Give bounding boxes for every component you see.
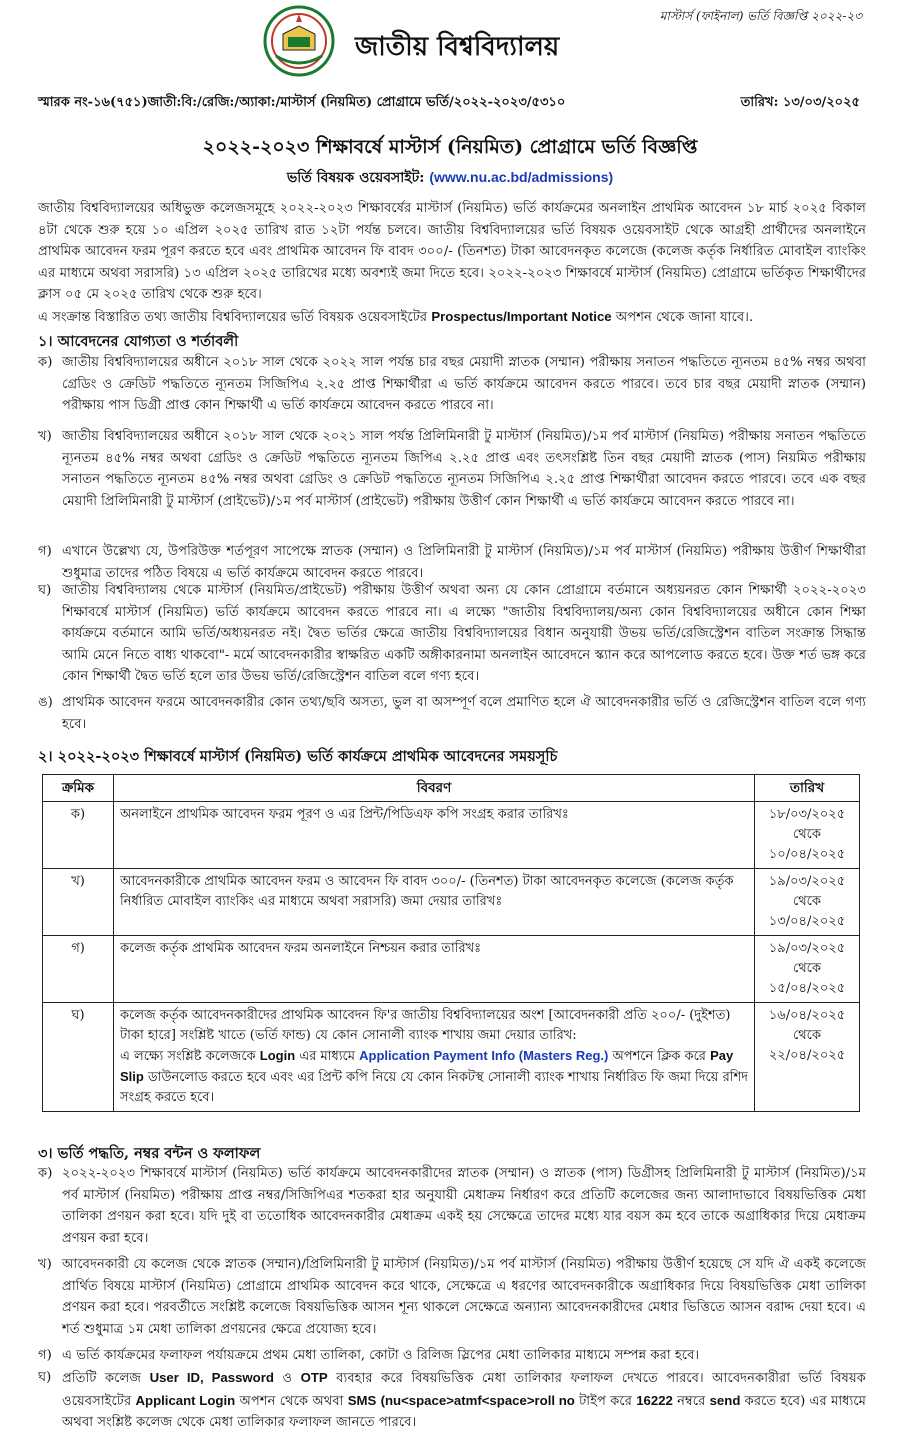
eligibility-item <box>38 580 866 688</box>
section3-heading: ৩। ভর্তি পদ্ধতি, নম্বর বন্টন ও ফলাফল <box>38 1145 261 1162</box>
serial-cell: ক) <box>43 802 114 869</box>
date-from: ১৯/০৩/২০২৫ <box>768 941 846 956</box>
item-label: গ) <box>38 1348 52 1363</box>
item-text: জাতীয় বিশ্ববিদ্যালয় থেকে মাস্টার্স (নিয়মিত/প্রাইভেট) পরীক্ষায় উত্তীর্ণ অথবা অন্য যে কোন প্রোগ্রামে বর্তমানে অধ্যয়নরত কোন শিক্ষার্থী ২০২২-২০২৩ শিক্ষাবর্ষে মাস্টার্স (নিয়মিত) ভর্তি কার্যক্রমে আবেদন করতে পারবে না। এ লক্ষ্যে "জাতীয় বিশ্ববিদ্যালয়/অন্য কোন বিশ্ববিদ্যালয়ের অধীনে কোন শিক্ষা কার্যক্রমে বর্তমানে আমি ভর্তি/অধ্যয়নরত নই। দ্বৈত ভর্তির ক্ষেত্রে জাতীয় বিশ্ববিদ্যালয়ের বিধান অনুযায়ী উভয় ভর্তি/রেজিস্ট্রেশন বাতিল সংক্রান্ত সিদ্ধান্ত আমি মেনে নিতে বাধ্য থাকবো"- মর্মে আবেদনকারীর স্বাক্ষরিত একটি অঙ্গীকারনামা অনলাইন আবেদনে স্ক্যান করে আপলোড করতে হবে। উক্ত শর্ত ভঙ্গ করে কোন শিক্ষার্থী দ্বৈত ভর্তি হলে তার উভয় ভর্তি/রেজিস্ট্রেশন বাতিল বলে গণ্য হবে। <box>62 583 866 684</box>
text-fragment: ব্যবহার করে বিষয়ভিত্তিক মেধা তালিকার ফলাফল দেখতে পারবে। আবেদনকারীরা ভর্তি বিষয়ক ওয়েবসাইটের <box>62 1371 866 1409</box>
intro-p2-prefix: এ সংক্রান্ত বিস্তারিত তথ্য জাতীয় বিশ্ববিদ্যালয়ের ভর্তি বিষয়ক ওয়েবসাইটের <box>38 310 428 325</box>
description-cell: অনলাইনে প্রাথমিক আবেদন ফরম পূরণ ও এর প্রিন্ট/পিডিএফ কপি সংগ্রহ করার তারিখঃ <box>114 802 755 869</box>
memo-number: স্মারক নং-১৬(৭৫১)জাতী:বি:/রেজি:/অ্যাকা:/মাস্টার্স (নিয়মিত) প্রোগ্রামে ভর্তি/২০২২-২০২৩/৫৩১০ <box>38 95 566 110</box>
instruction-text: এর মাধ্যমে <box>299 1049 355 1064</box>
intro-p2-suffix: অপশন থেকে জানা যাবে।. <box>615 310 754 325</box>
item-label: ক) <box>38 1166 53 1181</box>
column-header: তারিখ <box>755 775 860 802</box>
date-mid: থেকে <box>792 1028 821 1043</box>
text-fragment: করতে হবে) এর মাধ্যমে অথবা সংশ্লিষ্ট কলেজ থেকে মেধা তালিকার ফলাফল জানতে পারবে। <box>62 1393 866 1430</box>
serial-cell: গ) <box>43 936 114 1003</box>
date-to: ১৫/০৪/২০২৫ <box>768 981 846 996</box>
item-text: ২০২২-২০২৩ শিক্ষাবর্ষে মাস্টার্স (নিয়মিত) ভর্তি কার্যক্রমে আবেদনকারীদের স্নাতক (সম্মান) ও স্নাতক (পাস) ডিগ্রীসহ প্রিলিমিনারী টু মাস্টার্স (নিয়মিত)/১ম পর্ব মাস্টার্স (নিয়মিত) পরীক্ষায় প্রাপ্ত নম্বর/সিজিপিএর শতকরা হার অনুযায়ী মেধাক্রম নির্ধারণ করে প্রতিটি কলেজের জন্য আলাদাভাবে বিষয়ভিত্তিক মেধা তালিকা প্রণয়ন করা হবে। যদি দুই বা ততোধিক আবেদনকারীর মেধাক্রম একই হয় সেক্ষেত্রে তাদের মধ্যে যার বয়স কম হবে তাকে অগ্রাধিকার দিয়ে মেধাক্রম প্রণয়ন করা হবে। <box>62 1166 866 1246</box>
intro-paragraph: জাতীয় বিশ্ববিদ্যালয়ের অধিভুক্ত কলেজসমূহে ২০২২-২০২৩ শিক্ষাবর্ষের মাস্টার্স (নিয়মিত) ভর্তি কার্যক্রমের অনলাইন প্রাথমিক আবেদন ১৮ মার্চ ২০২৫ বিকাল ৪টা থেকে শুরু হয়ে ১০ এপ্রিল ২০২৫ তারিখ রাত ১২টা পর্যন্ত চলবে। জাতীয় বিশ্ববিদ্যালয়ের ভর্তি বিষয়ক ওয়েবসাইট থেকে আগ্রহী প্রার্থীদের অনলাইনে প্রাথমিক আবেদন ফরম পূরণ করতে হবে এবং প্রাথমিক আবেদন ফি বাবদ ৩০০/- (তিনশত) টাকা আবেদনকৃত কলেজে (কলেজ কর্তৃক নির্ধারিত মোবাইল ব্যাংকিং এর মাধ্যমে অথবা সরাসরি) ১৩ এপ্রিল ২০২৫ তারিখের মধ্যে অবশ্যই জমা দিতে হবে। ২০২২-২০২৩ শিক্ষাবর্ষে মাস্টার্স (নিয়মিত) প্রোগ্রামে ভর্তিকৃত শিক্ষার্থীদের ক্লাস ০৫ মে ২০২৫ তারিখ থেকে শুরু হবে। <box>38 201 866 302</box>
item-label: ঘ) <box>38 1370 52 1385</box>
item-label: ক) <box>38 355 53 370</box>
date-from: ১৬/০৪/২০২৫ <box>768 1008 846 1023</box>
description-text: কলেজ কর্তৃক আবেদনকারীদের প্রাথমিক আবেদন ফি'র জাতীয় বিশ্ববিদ্যালয়ের অংশ [আবেদনকারী প্রতি ২০০/- (দুইশত) টাকা হারে] সংশ্লিষ্ট খাতে (ভর্তি ফান্ড) যে কোন সোনালী ব্যাংক শাখায় জমা দেয়ার তারিখ: <box>120 1008 731 1043</box>
prospectus-option: Prospectus/Important Notice <box>431 309 612 324</box>
item-text: জাতীয় বিশ্ববিদ্যালয়ের অধীনে ২০১৮ সাল থেকে ২০২২ সাল পর্যন্ত চার বছর মেয়াদী স্নাতক (সম্মান) পরীক্ষায় সনাতন পদ্ধতিতে ন্যূনতম ৪৫% নম্বর অথবা গ্রেডিং ও ক্রেডিট পদ্ধতিতে ন্যূনতম সিজিপিএ ২.২৫ প্রাপ্ত শিক্ষার্থীরা এ ভর্তি কার্যক্রমে আবেদন করতে পারবে। তবে চার বছর মেয়াদী স্নাতক (সম্মান) পরীক্ষায় পাস ডিগ্রী প্রাপ্ত কোন শিক্ষার্থী এ ভর্তি কার্যক্রমে আবেদন করতে পারবে না। <box>62 355 866 413</box>
item-text: এখানে উল্লেখ্য যে, উপরিউক্ত শর্তপূরণ সাপেক্ষে স্নাতক (সম্মান) ও প্রিলিমিনারী টু মাস্টার্স (নিয়মিত)/১ম পর্ব মাস্টার্স (নিয়মিত) পরীক্ষায় উত্তীর্ণ শিক্ষার্থীরা শুধুমাত্র তাদের পঠিত বিষয়ে এ ভর্তি কার্যক্রমে আবেদন করতে পারবে। <box>62 544 866 581</box>
method-item <box>38 1163 866 1249</box>
date-from: ১৮/০৩/২০২৫ <box>768 807 846 822</box>
serial-cell: খ) <box>43 869 114 936</box>
eligibility-item <box>38 352 866 417</box>
item-text <box>62 1367 866 1434</box>
text-fragment: ও <box>282 1371 293 1386</box>
section2-heading: ২। ২০২২-২০২৩ শিক্ষাবর্ষে মাস্টার্স (নিয়মিত) ভর্তি কার্যক্রমে প্রাথমিক আবেদনের সময়সূচি <box>38 748 558 765</box>
date-mid: থেকে <box>792 894 821 909</box>
item-label: ঘ) <box>38 583 52 598</box>
notice-date: তারিখ: ১৩/০৩/২০২৫ <box>740 95 860 110</box>
item-text: আবেদনকারী যে কলেজ থেকে স্নাতক (সম্মান)/প্রিলিমিনারী টু মাস্টার্স (নিয়মিত)/১ম পর্ব মাস্টার্স (নিয়মিত) পরীক্ষায় উত্তীর্ণ হয়েছে সে যদি ঐ একই কলেজে প্রার্থিত বিষয়ে মাস্টার্স (নিয়মিত) প্রোগ্রামে প্রাথমিক আবেদন করে থাকে, সেক্ষেত্রে এ ধরণের আবেদনকারীকে অগ্রাধিকার দিয়ে বিষয়ভিত্তিক মেধা তালিকা প্রণয়ন করা হবে। পরবর্তীতে সংশ্লিষ্ট কলেজে বিষয়ভিত্তিক আসন শূন্য থাকলে সেক্ষেত্রে অন্যান্য আবেদনকারীদের মেধার ভিত্তিতে আসন বরাদ্দ দেয়া হবে। এ শর্ত শুধুমাত্র ১ম মেধা তালিকা প্রণয়নের ক্ষেত্রে প্রযোজ্য হবে। <box>62 1257 866 1337</box>
website-link[interactable]: (www.nu.ac.bd/admissions) <box>429 169 614 185</box>
date-to: ২২/০৪/২০২৫ <box>768 1048 846 1063</box>
text-fragment: নম্বরে <box>677 1393 706 1409</box>
university-logo-icon <box>256 4 342 78</box>
table-row <box>43 869 860 936</box>
description-cell: আবেদনকারীকে প্রাথমিক আবেদন ফরম ও আবেদন ফি বাবদ ৩০০/- (তিনশত) টাকা আবেদনকৃত কলেজে (কলেজ কর্তৃক নির্ধারিত মোবাইল ব্যাংকিং এর মাধ্যমে অথবা সরাসরি) জমা দেয়ার তারিখঃ <box>114 869 755 936</box>
instruction-text: অপশনে ক্লিক করে <box>612 1049 706 1064</box>
item-label: ঙ) <box>38 695 53 710</box>
eligibility-item <box>38 692 866 735</box>
serial-cell: ঘ) <box>43 1003 114 1112</box>
item-text: জাতীয় বিশ্ববিদ্যালয়ের অধীনে ২০১৮ সাল থেকে ২০২১ সাল পর্যন্ত প্রিলিমিনারী টু মাস্টার্স (নিয়মিত)/১ম পর্ব মাস্টার্স (নিয়মিত) পরীক্ষায় সনাতন পদ্ধতিতে ন্যূনতম ৪৫% নম্বর অথবা গ্রেডিং ও ক্রেডিট পদ্ধতিতে ন্যূনতম জিপিএ ২.২৫ প্রাপ্ত এবং তৎসংশ্লিষ্ট তিন বছর মেয়াদী স্নাতক (পাস) নিয়মিত পরীক্ষায় সনাতন পদ্ধতিতে ন্যূনতম ৪৫% নম্বর অথবা গ্রেডিং ও ক্রেডিট পদ্ধতিতে ন্যূনতম সিজিপিএ ২.২৫ প্রাপ্ত শিক্ষার্থীরা আবেদন করতে পারবে। তবে এক বছর মেয়াদী প্রিলিমিনারী টু মাস্টার্স (প্রাইভেট)/১ম পর্ব মাস্টার্স (প্রাইভেট) পরীক্ষায় উত্তীর্ণ কোন শিক্ষার্থী এ ভর্তি কার্যক্রমে আবেদন করতে পারবে না। <box>62 429 866 509</box>
payment-info-option: Application Payment Info (Masters Reg.) <box>359 1048 609 1063</box>
date-to: ১০/০৪/২০২৫ <box>768 847 846 862</box>
notice-headline: ২০২২-২০২৩ শিক্ষাবর্ষে মাস্টার্স (নিয়মিত) প্রোগ্রামে ভর্তি বিজ্ঞপ্তি <box>202 136 698 158</box>
method-item <box>38 1345 866 1367</box>
table-row <box>43 936 860 1003</box>
sms-format: (nu<space>atmf<space>roll no <box>380 1392 575 1408</box>
eligibility-item <box>38 541 866 584</box>
description-cell <box>114 1003 755 1112</box>
date-cell <box>755 1003 860 1112</box>
intro-paragraph-2 <box>38 306 866 329</box>
admission-website <box>0 166 900 190</box>
item-label: গ) <box>38 544 52 559</box>
date-cell <box>755 869 860 936</box>
table-header-row <box>43 775 860 802</box>
description-cell: কলেজ কর্তৃক প্রাথমিক আবেদন ফরম অনলাইনে নিশ্চয়ন করার তারিখঃ <box>114 936 755 1003</box>
section1-heading: ১। আবেদনের যোগ্যতা ও শর্তাবলী <box>38 333 239 350</box>
date-mid: থেকে <box>792 827 821 842</box>
date-to: ১৩/০৪/২০২৫ <box>768 914 846 929</box>
login-option: Login <box>259 1048 296 1063</box>
schedule-table <box>42 774 860 1112</box>
sms-text: SMS <box>347 1392 377 1408</box>
sms-number: 16222 <box>636 1392 673 1408</box>
website-label: ভর্তি বিষয়ক ওয়েবসাইট: <box>286 170 425 186</box>
date-cell <box>755 802 860 869</box>
column-header: ক্রমিক <box>43 775 114 802</box>
date-mid: থেকে <box>792 961 821 976</box>
column-header: বিবরণ <box>114 775 755 802</box>
date-cell <box>755 936 860 1003</box>
table-row <box>43 802 860 869</box>
university-name: জাতীয় বিশ্ববিদ্যালয় <box>355 32 560 62</box>
item-label: খ) <box>38 1257 52 1272</box>
otp-text: OTP <box>300 1370 328 1385</box>
applicant-login-option: Applicant Login <box>135 1392 236 1408</box>
text-fragment: প্রতিটি কলেজ <box>62 1371 142 1386</box>
item-label: খ) <box>38 429 52 444</box>
credentials-text: User ID, Password <box>149 1370 274 1385</box>
pay-slip-option: Pay Slip <box>120 1048 734 1084</box>
instruction-text: ডাউনলোড করতে হবে এবং এর প্রিন্ট কপি নিয়ে যে কোন নিকটস্থ সোনালী ব্যাংক শাখায় নির্ধারিত ফি জমা দিয়ে রশিদ সংগ্রহ করতে হবে। <box>120 1070 748 1105</box>
text-fragment: অপশন থেকে অথবা <box>239 1393 344 1409</box>
item-text: প্রাথমিক আবেদন ফরমে আবেদনকারীর কোন তথ্য/ছবি অসত্য, ভুল বা অসম্পূর্ণ বলে প্রমাণিত হলে ঐ আবেদনকারীর ভর্তি ও রেজিস্ট্রেশন বাতিল বলে গণ্য হবে। <box>62 695 866 732</box>
payment-instruction <box>120 1046 748 1108</box>
method-item <box>38 1254 866 1340</box>
text-fragment: টাইপ করে <box>579 1393 632 1409</box>
item-text: এ ভর্তি কার্যক্রমের ফলাফল পর্যায়ক্রমে প্রথম মেধা তালিকা, কোটা ও রিলিজ স্লিপের মেধা তালিকার মাধ্যমে সম্পন্ন করা হবে। <box>62 1348 700 1363</box>
method-item <box>38 1367 866 1434</box>
table-row <box>43 1003 860 1112</box>
send-text: send <box>709 1392 741 1408</box>
instruction-text: এ লক্ষ্যে সংশ্লিষ্ট কলেজকে <box>120 1049 256 1064</box>
eligibility-item <box>38 426 866 512</box>
top-note: মাস্টার্স (ফাইনাল) ভর্তি বিজ্ঞপ্তি ২০২২-২৩ <box>659 9 862 23</box>
date-from: ১৯/০৩/২০২৫ <box>768 874 846 889</box>
